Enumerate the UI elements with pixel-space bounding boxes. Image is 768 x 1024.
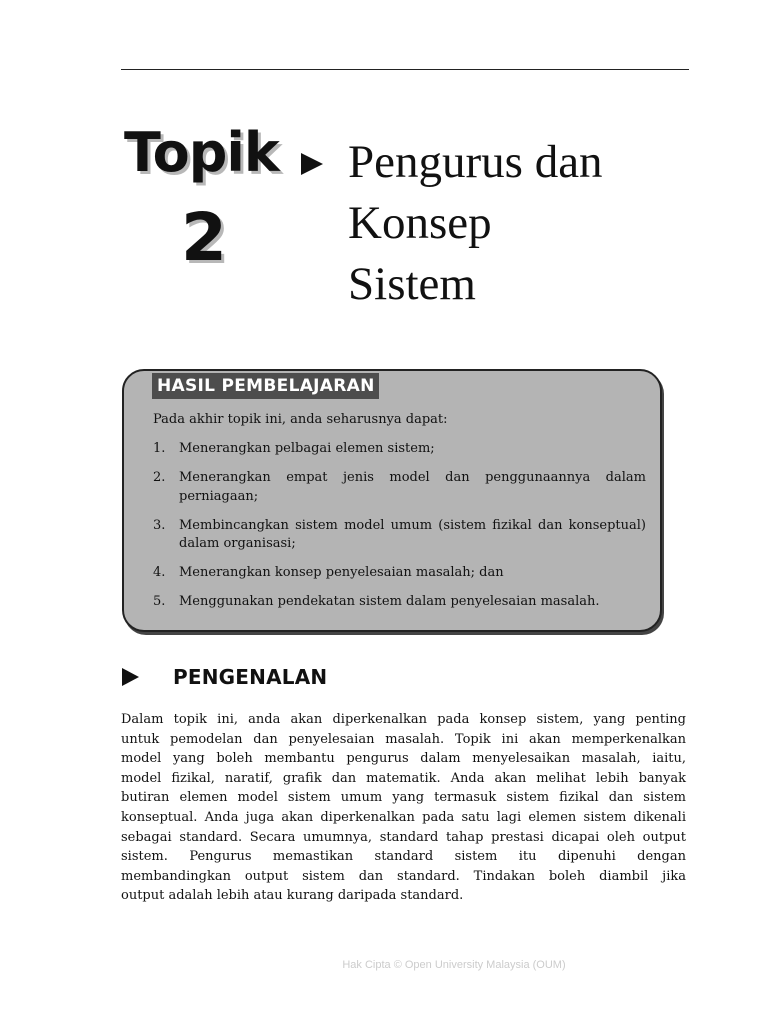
list-item-text: Membincangkan sistem model umum (sistem fizikal dan konseptual) dalam organisasi; — [179, 517, 646, 551]
list-item — [153, 440, 646, 459]
paragraph-line: model yang boleh membantu pengurus dalam menyelesaikan masalah, iaitu, — [121, 751, 686, 767]
learning-outcomes-intro: Pada akhir topik ini, anda seharusnya dapat: — [153, 412, 448, 427]
section-heading: PENGENALAN — [173, 665, 328, 689]
topic-number: 2 — [181, 199, 227, 276]
header-rule — [121, 69, 689, 70]
chapter-title-line-1: Pengurus dan — [348, 136, 603, 188]
list-item-number: 4. — [153, 565, 166, 580]
copyright-footer: Hak Cipta © Open University Malaysia (OUM) — [342, 959, 566, 971]
list-item-number: 1. — [153, 441, 166, 456]
list-item — [153, 469, 646, 506]
list-item-text: Menerangkan konsep penyelesaian masalah; dan — [179, 565, 504, 580]
topic-label: Topik — [124, 121, 279, 184]
learning-outcomes-heading: HASIL PEMBELAJARAN — [152, 373, 379, 399]
list-item-number: 5. — [153, 594, 166, 609]
play-arrow-icon — [301, 153, 323, 175]
paragraph-line: model fizikal, naratif, grafik dan matematik. Anda akan melihat lebih banyak — [121, 770, 686, 786]
paragraph-line: sistem. Pengurus memastikan standard sistem itu dipenuhi dengan — [121, 849, 686, 865]
paragraph-line: Dalam topik ini, anda akan diperkenalkan pada konsep sistem, yang penting — [121, 712, 686, 727]
intro-paragraph — [121, 710, 686, 906]
list-item-text: Menggunakan pendekatan sistem dalam penyelesaian masalah. — [179, 594, 600, 609]
paragraph-line: membandingkan output sistem dan standard. Tindakan boleh diambil jika — [121, 868, 686, 884]
chapter-title-line-2: Konsep — [348, 197, 492, 249]
learning-outcomes-list — [153, 440, 646, 622]
section-arrow-icon — [122, 668, 139, 686]
list-item — [153, 517, 646, 554]
paragraph-line: konseptual. Anda juga akan diperkenalkan pada satu lagi elemen sistem dikenali — [121, 809, 686, 825]
list-item-number: 2. — [153, 470, 166, 485]
list-item-number: 3. — [153, 517, 166, 533]
paragraph-line: untuk pemodelan dan penyelesaian masalah. Topik ini akan memperkenalkan — [121, 731, 686, 747]
chapter-title-line-3: Sistem — [348, 258, 476, 310]
list-item-text: Menerangkan empat jenis model dan penggunaannya dalam perniagaan; — [179, 470, 646, 504]
paragraph-line: sebagai standard. Secara umumnya, standard tahap prestasi dicapai oleh output — [121, 829, 686, 845]
list-item-text: Menerangkan pelbagai elemen sistem; — [179, 441, 435, 456]
list-item — [153, 593, 646, 612]
paragraph-line: output adalah lebih atau kurang daripada standard. — [121, 888, 464, 904]
list-item — [153, 564, 646, 583]
paragraph-line: butiran elemen model sistem umum yang termasuk sistem fizikal dan sistem — [121, 790, 686, 806]
